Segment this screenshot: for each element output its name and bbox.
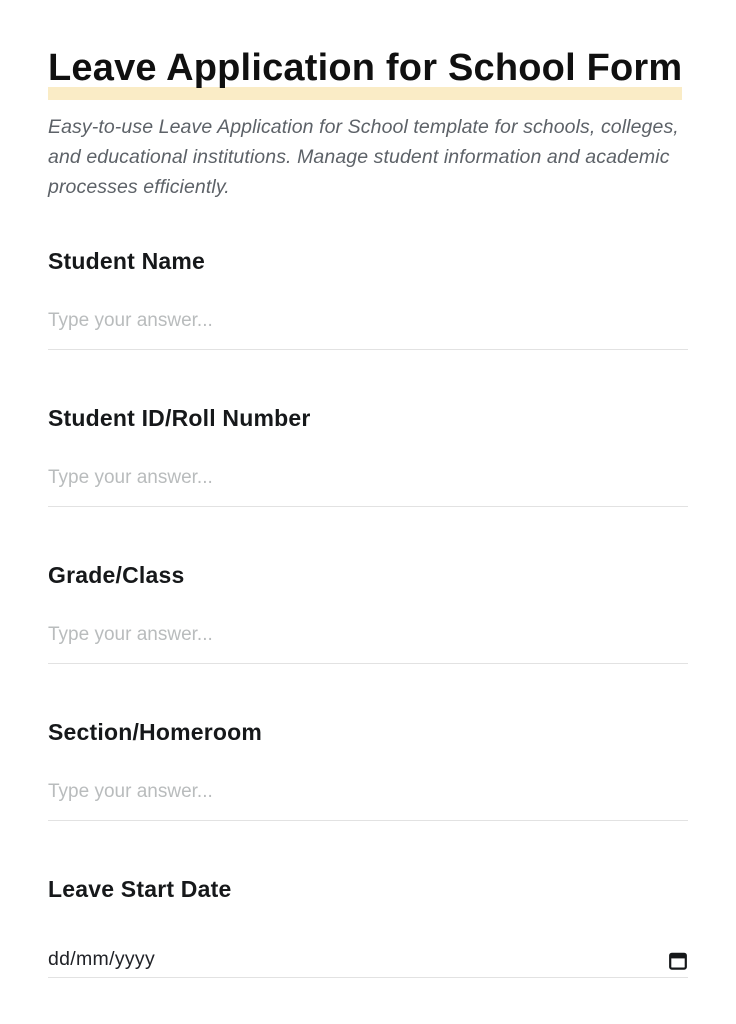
field-label: Student Name [48,248,206,274]
answer-input[interactable] [48,773,688,821]
field-label: Section/Homeroom [48,719,263,745]
form-fields [48,246,688,978]
page-title-text: Leave Application for School Form [48,47,682,100]
field-label: Student ID/Roll Number [48,405,311,431]
form-field [48,560,688,664]
date-placeholder-text: dd/mm/yyyy [48,948,156,970]
form-field [48,717,688,821]
answer-input[interactable] [48,302,688,350]
field-label: Grade/Class [48,562,185,588]
form-field [48,403,688,507]
answer-input[interactable] [48,459,688,507]
form-field [48,874,688,978]
field-label: Leave Start Date [48,876,232,902]
calendar-icon[interactable] [668,950,688,970]
page-description: Easy-to-use Leave Application for School template for schools, colleges, and educational institutions. Manage student information and academic processes efficiently. [48,116,679,198]
form-field [48,246,688,350]
page-title [48,38,688,99]
date-input[interactable] [48,930,688,978]
answer-input[interactable] [48,616,688,664]
